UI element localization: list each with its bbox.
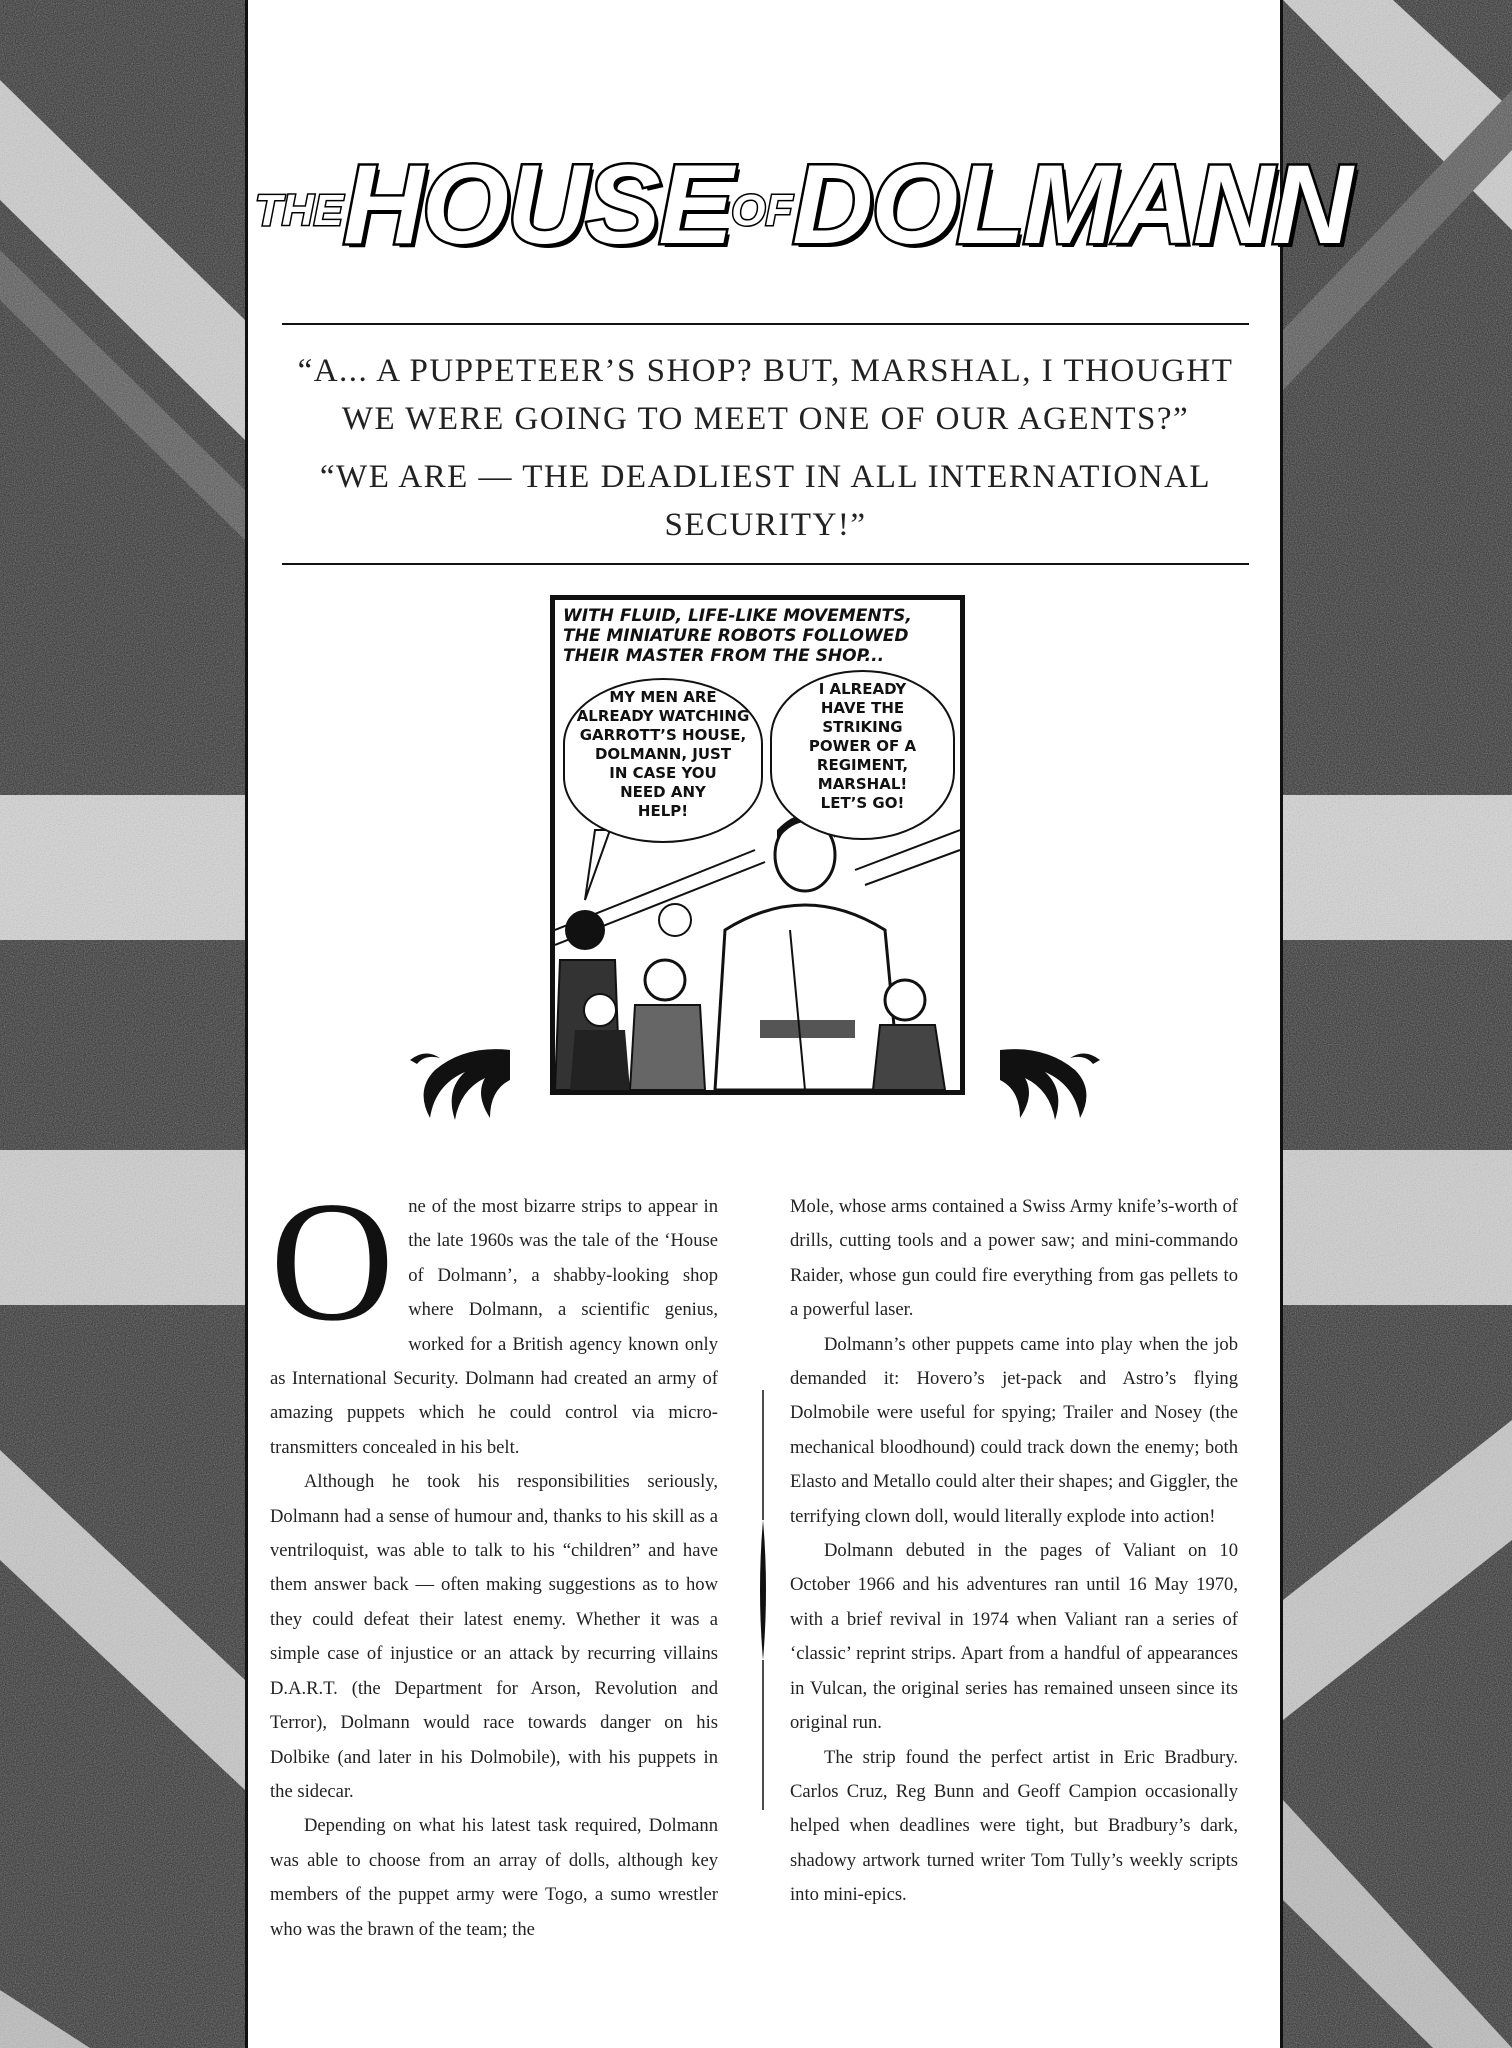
quote-line-3: “WE ARE — THE DEADLIEST IN ALL INTERNATIONAL bbox=[319, 459, 1212, 495]
quote-line-4: SECURITY!” bbox=[664, 507, 867, 543]
title-house: HOUSE bbox=[343, 142, 732, 267]
title-of: OF bbox=[731, 186, 793, 235]
column-divider-ornament bbox=[757, 1390, 769, 1810]
comic-figures-drawing bbox=[555, 600, 960, 1090]
article-column-right bbox=[790, 1190, 1238, 1913]
union-flag-left-border bbox=[0, 0, 245, 2048]
flourish-right-icon bbox=[995, 1040, 1105, 1125]
title-the: THE bbox=[255, 186, 343, 235]
article-paragraph: One of the most bizarre strips to appear in the late 1960s was the tale of the ‘House of Dolmann’, a shabby-looking shop where Dolmann, a scientific genius, worked for a British agency known only as International Security. Dolmann had created an army of amazing puppets which he could control via micro-transmitters concealed in his belt. bbox=[270, 1167, 718, 1458]
article-column-left bbox=[270, 1167, 718, 1947]
quote-line-2: WE WERE GOING TO MEET ONE OF OUR AGENTS?” bbox=[341, 401, 1190, 437]
union-flag-right-border bbox=[1283, 0, 1512, 2048]
speech-bubble-left: MY MEN ARE ALREADY WATCHING GARROTT’S HOUSE, DOLMANN, JUST IN CASE YOU NEED ANY HELP! bbox=[563, 678, 763, 843]
article-paragraph: Dolmann debuted in the pages of Valiant on 10 October 1966 and his adventures ran until 16 May 1970, with a brief revival in 1974 when Valiant ran a series of ‘classic’ reprint strips. Apart from a handful of appearances in Vulcan, the original series has remained unseen since its original run. bbox=[790, 1540, 1238, 1734]
article-paragraph: Depending on what his latest task required, Dolmann was able to choose from an array of dolls, although key members of the puppet army were Togo, a sumo wrestler who was the brawn of the team; the bbox=[270, 1815, 718, 1940]
pull-quote bbox=[282, 347, 1249, 549]
title-dolmann: DOLMANN bbox=[792, 142, 1351, 267]
drop-cap: O bbox=[270, 1167, 395, 1357]
article-paragraph: Mole, whose arms contained a Swiss Army knife’s-worth of drills, cutting tools and a power saw; and mini-commando Raider, whose gun could fire everything from gas pellets to a powerful laser. bbox=[790, 1196, 1238, 1321]
quote-top-rule bbox=[282, 323, 1249, 325]
comic-caption: WITH FLUID, LIFE-LIKE MOVEMENTS, THE MINIATURE ROBOTS FOLLOWED THEIR MASTER FROM THE SHOP... bbox=[563, 606, 912, 666]
speech-bubble-right: I ALREADY HAVE THE STRIKING POWER OF A REGIMENT, MARSHAL! LET’S GO! bbox=[770, 670, 955, 840]
quote-bottom-rule bbox=[282, 563, 1249, 565]
article-paragraph: Although he took his responsibilities seriously, Dolmann had a sense of humour and, thanks to his skill as a ventriloquist, was able to talk to his “children” and have them answer back — often making suggestions as to how they could defeat their latest enemy. Whether it was a simple case of injustice or an attack by recurring villains D.A.R.T. (the Department for Arson, Revolution and Terror), Dolmann would race towards danger on his Dolbike (and later in his Dolmobile), with his puppets in the sidecar. bbox=[270, 1471, 718, 1802]
article-paragraph: Dolmann’s other puppets came into play when the job demanded it: Hovero’s jet-pack and Astro’s flying Dolmobile were useful for spying; Trailer and Nosey (the mechanical bloodhound) could track down the enemy; both Elasto and Metallo could alter their shapes; and Giggler, the terrifying clown doll, would literally explode into action! bbox=[790, 1333, 1238, 1527]
comic-panel-illustration bbox=[550, 595, 965, 1095]
article-paragraph: The strip found the perfect artist in Eric Bradbury. Carlos Cruz, Reg Bunn and Geoff Campion occasionally helped when deadlines were tight, but Bradbury’s dark, shadowy artwork turned writer Tom Tully’s weekly scripts into mini-epics. bbox=[790, 1746, 1238, 1906]
quote-line-1: “A... A PUPPETEER’S SHOP? BUT, MARSHAL, I THOUGHT bbox=[297, 353, 1234, 389]
page-title bbox=[255, 140, 1351, 269]
flourish-left-icon bbox=[405, 1040, 515, 1125]
